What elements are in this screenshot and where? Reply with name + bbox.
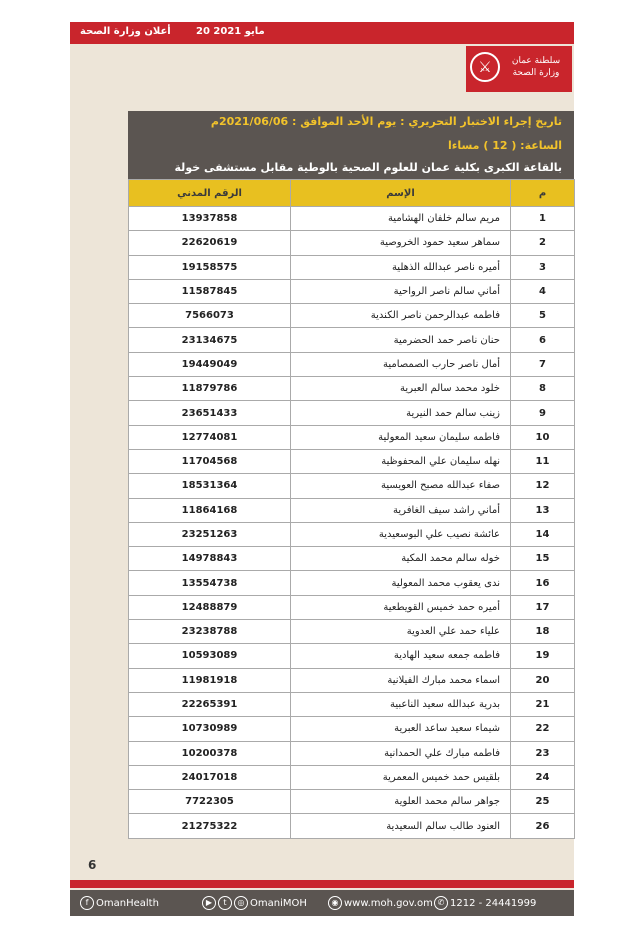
row-civil-number: 24017018 [129, 765, 291, 789]
announcement-page [70, 22, 574, 916]
row-civil-number: 22620619 [129, 231, 291, 255]
column-header-index: م [511, 180, 575, 207]
row-index: 2 [511, 231, 575, 255]
table-row [129, 449, 575, 473]
social-contact[interactable] [202, 896, 307, 910]
header-bar [70, 22, 574, 44]
facebook-handle: OmanHealth [96, 898, 159, 909]
exam-date-band [128, 111, 574, 135]
row-civil-number: 11587845 [129, 279, 291, 303]
globe-icon: ◉ [328, 896, 342, 910]
row-name: خوله سالم محمد المكية [291, 547, 511, 571]
table-row [129, 328, 575, 352]
row-name: سماهر سعيد حمود الخروصية [291, 231, 511, 255]
row-index: 3 [511, 255, 575, 279]
row-index: 9 [511, 401, 575, 425]
table-row [129, 547, 575, 571]
logo-text [504, 55, 568, 79]
row-name: ندى يعقوب محمد المعولية [291, 571, 511, 595]
instagram-icon: ◎ [234, 896, 248, 910]
table-row [129, 644, 575, 668]
table-row [129, 304, 575, 328]
table-row [129, 352, 575, 376]
row-civil-number: 14978843 [129, 547, 291, 571]
table-row [129, 668, 575, 692]
row-index: 7 [511, 352, 575, 376]
phone-icon: ✆ [434, 896, 448, 910]
row-civil-number: 23651433 [129, 401, 291, 425]
table-row [129, 620, 575, 644]
header-date: 20 مايو 2021 [196, 26, 265, 37]
exam-location-band [128, 157, 574, 179]
row-civil-number: 11981918 [129, 668, 291, 692]
row-index: 15 [511, 547, 575, 571]
row-index: 4 [511, 279, 575, 303]
row-name: العنود طالب سالم السعيدية [291, 814, 511, 838]
table-row [129, 571, 575, 595]
table-row [129, 377, 575, 401]
header-title: أعلان وزارة الصحة [80, 26, 171, 37]
column-header-name: الإسم [291, 180, 511, 207]
row-civil-number: 11864168 [129, 498, 291, 522]
table-row [129, 498, 575, 522]
row-name: عائشة نصيب علي البوسعيدية [291, 522, 511, 546]
row-name: مريم سالم خلفان الهشامية [291, 207, 511, 231]
exam-location-text: بالقاعة الكبرى بكلية عمان للعلوم الصحية بالوطية مقابل مستشفى خولة [174, 161, 562, 174]
phone-contact[interactable] [434, 896, 536, 910]
twitter-icon: t [218, 896, 232, 910]
row-civil-number: 13554738 [129, 571, 291, 595]
row-index: 11 [511, 449, 575, 473]
row-civil-number: 10730989 [129, 717, 291, 741]
row-civil-number: 11879786 [129, 377, 291, 401]
row-civil-number: 7722305 [129, 790, 291, 814]
column-header-civil: الرقم المدني [129, 180, 291, 207]
table-row [129, 692, 575, 716]
row-civil-number: 19158575 [129, 255, 291, 279]
row-index: 26 [511, 814, 575, 838]
row-civil-number: 12488879 [129, 595, 291, 619]
row-index: 21 [511, 692, 575, 716]
table-row [129, 474, 575, 498]
row-name: اسماء محمد مبارك الفيلانية [291, 668, 511, 692]
row-name: صفاء عبدالله مصبح العويسية [291, 474, 511, 498]
youtube-icon: ▶ [202, 896, 216, 910]
row-civil-number: 21275322 [129, 814, 291, 838]
exam-date-text: تاريخ إجراء الاختبار التحريري : يوم الأحد الموافق : 2021/06/06م [210, 115, 562, 128]
row-index: 20 [511, 668, 575, 692]
table-row [129, 741, 575, 765]
row-name: بلقيس حمد خميس المعمرية [291, 765, 511, 789]
facebook-contact[interactable] [80, 896, 159, 910]
row-index: 12 [511, 474, 575, 498]
table-row [129, 425, 575, 449]
table-row [129, 765, 575, 789]
table-row [129, 522, 575, 546]
row-name: حنان ناصر حمد الحضرمية [291, 328, 511, 352]
khanjar-emblem-icon: ⚔ [470, 52, 500, 82]
row-name: نهله سليمان علي المحفوظية [291, 449, 511, 473]
row-index: 18 [511, 620, 575, 644]
website-contact[interactable] [328, 896, 433, 910]
row-index: 5 [511, 304, 575, 328]
row-index: 24 [511, 765, 575, 789]
exam-time-band [128, 135, 574, 157]
row-name: أميره ناصر عبدالله الذهلية [291, 255, 511, 279]
footer-bar [70, 890, 574, 916]
row-civil-number: 13937858 [129, 207, 291, 231]
exam-time-text [448, 139, 562, 152]
row-name: أميره حمد خميس القويطعية [291, 595, 511, 619]
row-name: أماني راشد سيف الغافرية [291, 498, 511, 522]
row-index: 8 [511, 377, 575, 401]
row-index: 10 [511, 425, 575, 449]
row-name: أماني سالم ناصر الرواحية [291, 279, 511, 303]
row-index: 22 [511, 717, 575, 741]
row-index: 13 [511, 498, 575, 522]
row-name: فاطمه مبارك علي الحمدانية [291, 741, 511, 765]
row-name: بدرية عبدالله سعيد الناعبية [291, 692, 511, 716]
row-index: 14 [511, 522, 575, 546]
row-civil-number: 23251263 [129, 522, 291, 546]
row-civil-number: 23134675 [129, 328, 291, 352]
row-civil-number: 19449049 [129, 352, 291, 376]
row-civil-number: 23238788 [129, 620, 291, 644]
ministry-logo [466, 46, 572, 92]
row-name: زينب سالم حمد النيرية [291, 401, 511, 425]
row-index: 19 [511, 644, 575, 668]
row-name: علياء حمد علي العدوية [291, 620, 511, 644]
candidates-table [128, 179, 575, 839]
website-url: www.moh.gov.om [344, 898, 433, 909]
table-row [129, 814, 575, 838]
row-name: خلود محمد سالم العبرية [291, 377, 511, 401]
row-index: 23 [511, 741, 575, 765]
row-index: 6 [511, 328, 575, 352]
row-civil-number: 10200378 [129, 741, 291, 765]
table-row [129, 790, 575, 814]
logo-line2: وزارة الصحة [512, 68, 560, 78]
logo-line1: سلطنة عمان [511, 56, 561, 66]
social-handle: OmaniMOH [250, 898, 307, 909]
row-name: جواهر سالم محمد العلوية [291, 790, 511, 814]
row-civil-number: 18531364 [129, 474, 291, 498]
row-name: فاطمه جمعه سعيد الهادية [291, 644, 511, 668]
row-index: 16 [511, 571, 575, 595]
table-header-row [129, 180, 575, 207]
row-civil-number: 7566073 [129, 304, 291, 328]
table-row [129, 231, 575, 255]
row-name: فاطمه سليمان سعيد المعولية [291, 425, 511, 449]
row-name: شيماء سعيد ساعد العبرية [291, 717, 511, 741]
row-name: أمال ناصر حارب الصمصامية [291, 352, 511, 376]
table-row [129, 717, 575, 741]
table-row [129, 401, 575, 425]
row-civil-number: 10593089 [129, 644, 291, 668]
row-index: 25 [511, 790, 575, 814]
row-name: فاطمه عبدالرحمن ناصر الكندية [291, 304, 511, 328]
phone-number: 1212 - 24441999 [450, 898, 537, 909]
table-row [129, 207, 575, 231]
page-number: 6 [88, 858, 97, 872]
table-row [129, 255, 575, 279]
table-row [129, 279, 575, 303]
table-row [129, 595, 575, 619]
row-index: 17 [511, 595, 575, 619]
exam-time-value: الساعة: ( 12 ) مساءا [447, 139, 562, 152]
facebook-icon: f [80, 896, 94, 910]
row-civil-number: 12774081 [129, 425, 291, 449]
row-civil-number: 22265391 [129, 692, 291, 716]
row-civil-number: 11704568 [129, 449, 291, 473]
row-index: 1 [511, 207, 575, 231]
footer-red-strip [70, 880, 574, 888]
